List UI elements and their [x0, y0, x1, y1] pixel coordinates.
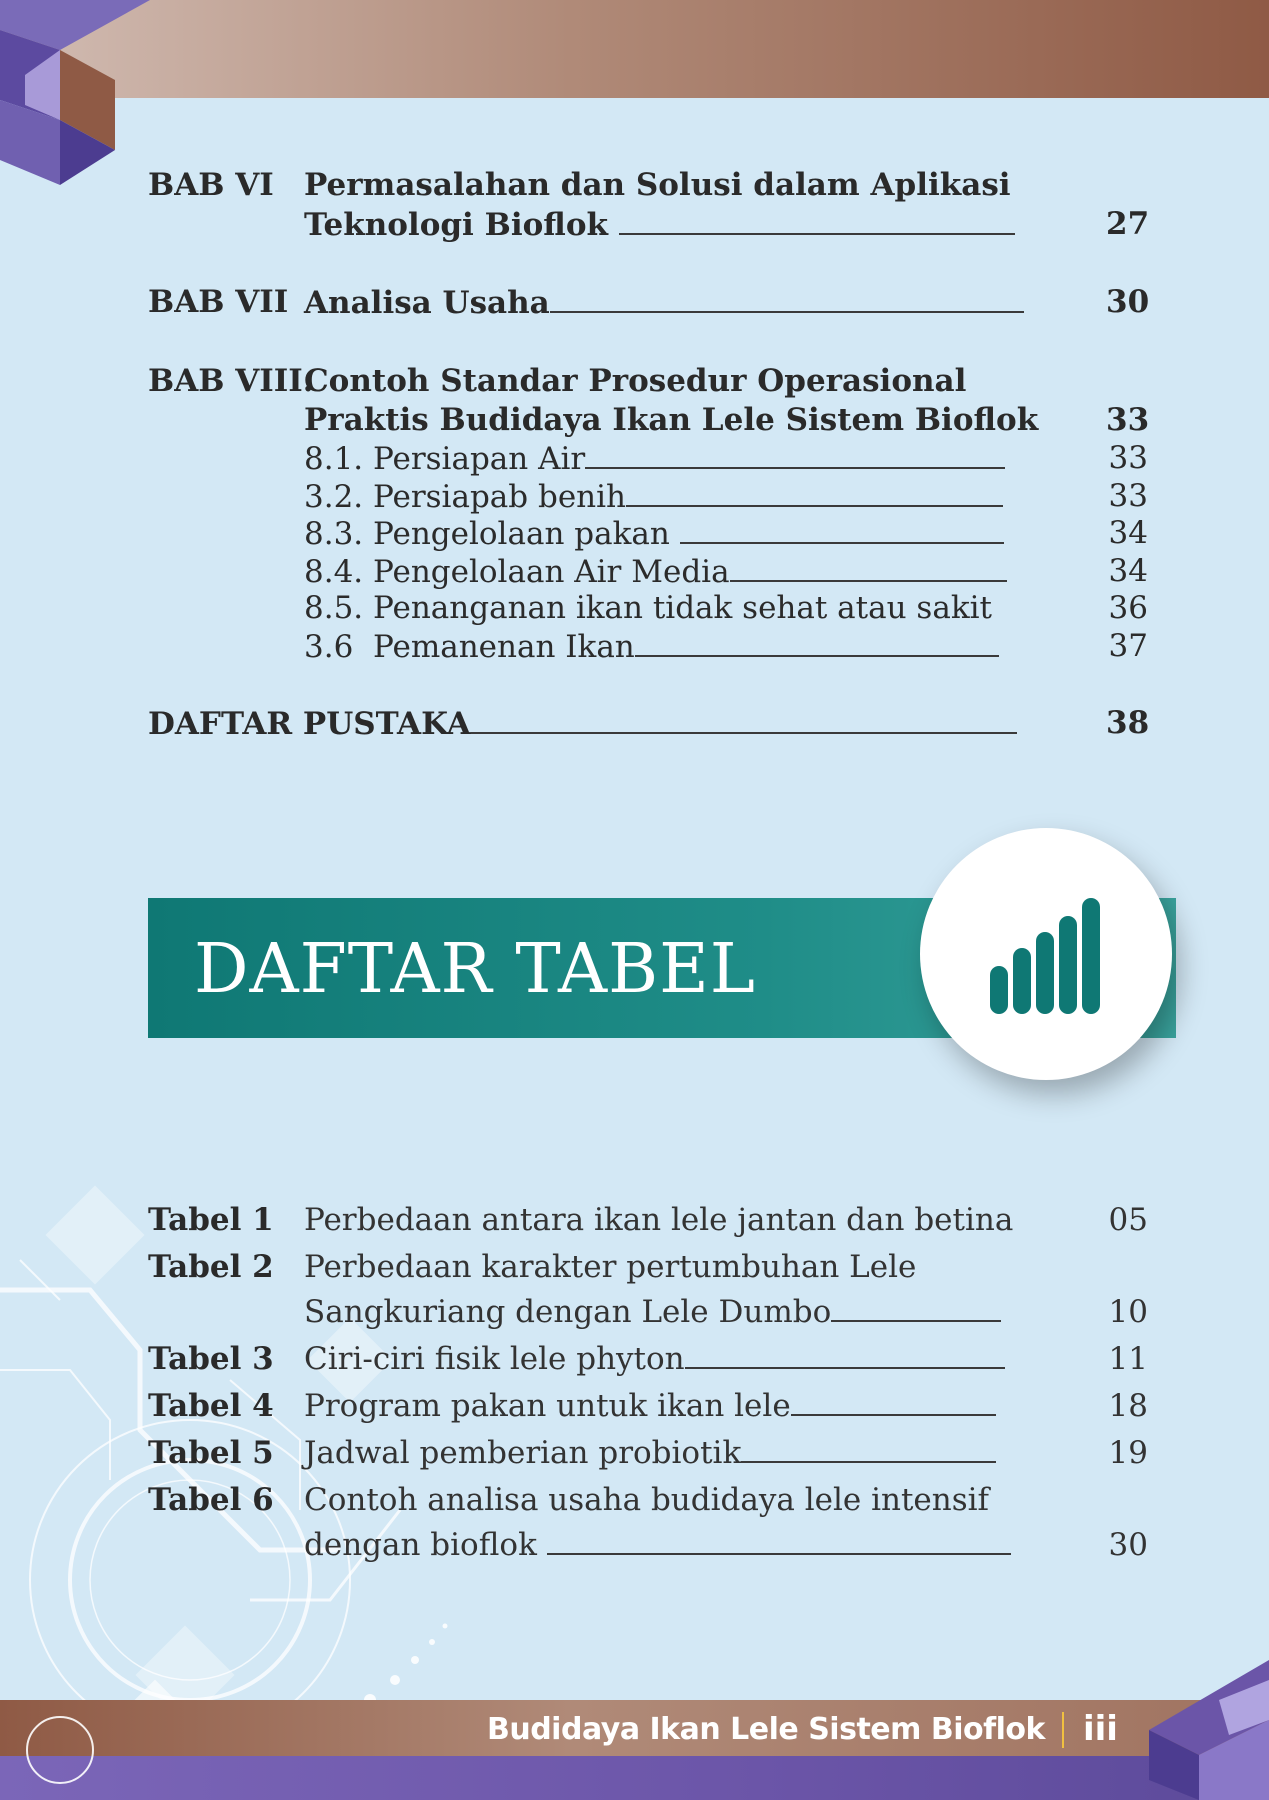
- toc-sub-page: 36: [1108, 590, 1148, 626]
- leader-line: [585, 439, 1005, 469]
- table-label: Tabel 5: [148, 1435, 274, 1471]
- circle-decoration: [20, 1710, 100, 1790]
- toc-sub-num: 8.3.: [304, 516, 364, 552]
- toc-sub-title: Persiapab benih: [373, 479, 627, 515]
- bar-chart-icon: [988, 896, 1108, 1016]
- table-entry-line2[interactable]: [304, 1290, 1001, 1334]
- toc-sub-page: 33: [1108, 478, 1148, 514]
- footer-page-number: iii: [1083, 1709, 1118, 1749]
- toc-entry-pustaka[interactable]: [148, 704, 1017, 743]
- toc-label-bab8: BAB VIII.: [148, 363, 314, 399]
- leader-line: [619, 205, 1015, 235]
- table-page: 10: [1108, 1294, 1148, 1330]
- table-entry-title: dengan bioflok: [304, 1527, 537, 1563]
- section-title: DAFTAR TABEL: [194, 930, 756, 1009]
- toc-entry-bab8-line2[interactable]: Praktis Budidaya Ikan Lele Sistem Bioflok: [304, 402, 1039, 438]
- table-label: Tabel 4: [148, 1388, 274, 1424]
- corner-cube-decoration: [1129, 1660, 1269, 1800]
- table-page: 11: [1108, 1341, 1148, 1377]
- toc-sub-num: 8.5.: [304, 590, 364, 626]
- leader-line: [791, 1386, 996, 1416]
- table-entry-line2[interactable]: [304, 1523, 1011, 1567]
- table-entry-title: Jadwal pemberian probiotik: [304, 1435, 742, 1471]
- table-label: Tabel 2: [148, 1249, 274, 1285]
- toc-sub-page: 37: [1108, 628, 1148, 664]
- toc-sub-page: 34: [1108, 553, 1148, 589]
- toc-page-bab7: 30: [1106, 284, 1150, 320]
- toc-sub-num: 3.2.: [304, 479, 364, 515]
- table-entry[interactable]: Perbedaan karakter pertumbuhan Lele: [304, 1249, 917, 1285]
- table-page: 19: [1108, 1435, 1148, 1471]
- toc-entry-bab6-title: Teknologi Bioflok: [304, 207, 608, 243]
- table-page: 30: [1108, 1527, 1148, 1563]
- table-label: Tabel 6: [148, 1482, 274, 1518]
- table-label: Tabel 3: [148, 1341, 274, 1377]
- table-page: 18: [1108, 1388, 1148, 1424]
- leader-line: [741, 1433, 996, 1463]
- leader-line: [626, 477, 1003, 507]
- toc-sub-item[interactable]: [304, 552, 1007, 591]
- toc-sub-item[interactable]: [304, 477, 1003, 516]
- toc-sub-num: 8.1.: [304, 441, 364, 477]
- table-entry[interactable]: Perbedaan antara ikan lele jantan dan betina: [304, 1202, 1014, 1238]
- corner-cube-decoration: [0, 0, 160, 190]
- toc-sub-item[interactable]: [304, 589, 992, 627]
- toc-entry-bab8-line1[interactable]: Contoh Standar Prosedur Operasional: [304, 363, 967, 399]
- leader-line: [550, 283, 1024, 313]
- leader-line: [471, 704, 1017, 734]
- table-entry[interactable]: [304, 1431, 996, 1475]
- toc-sub-num: 8.4.: [304, 554, 364, 590]
- toc-page-bab6: 27: [1106, 206, 1150, 242]
- footer-stripe: [0, 1756, 1269, 1800]
- toc-sub-page: 34: [1108, 515, 1148, 551]
- table-page: 05: [1108, 1202, 1148, 1238]
- table-entry-title: Ciri-ciri fisik lele phyton: [304, 1341, 685, 1377]
- leader-line: [730, 552, 1007, 582]
- toc-pustaka-title: DAFTAR PUSTAKA: [148, 706, 471, 742]
- toc-page-bab8: 33: [1106, 402, 1150, 438]
- table-entry[interactable]: Contoh analisa usaha budidaya lele intensif: [304, 1482, 990, 1518]
- toc-label-bab7: BAB VII: [148, 284, 289, 320]
- table-label: Tabel 1: [148, 1202, 274, 1238]
- toc-entry-bab7[interactable]: [304, 283, 1024, 322]
- toc-sub-num: 3.6: [304, 629, 354, 665]
- leader-line: [685, 1339, 1005, 1369]
- leader-line: [831, 1292, 1001, 1322]
- toc-sub-title: Penanganan ikan tidak sehat atau sakit: [373, 590, 992, 626]
- footer-book-title: Budidaya Ikan Lele Sistem Bioflok: [486, 1712, 1045, 1747]
- toc-sub-page: 33: [1108, 440, 1148, 476]
- toc-sub-item[interactable]: [304, 514, 1004, 553]
- toc-sub-title: Pengelolaan pakan: [373, 516, 670, 552]
- table-entry[interactable]: [304, 1384, 996, 1428]
- toc-entry-bab7-title: Analisa Usaha: [304, 285, 550, 321]
- leader-line: [635, 627, 999, 657]
- footer-separator: [1062, 1712, 1064, 1748]
- toc-entry-bab6-line1[interactable]: Permasalahan dan Solusi dalam Aplikasi: [304, 167, 1011, 203]
- toc-sub-title: Pengelolaan Air Media: [373, 554, 730, 590]
- header-band: [0, 0, 1269, 98]
- toc-page-pustaka: 38: [1106, 705, 1150, 741]
- toc-sub-item[interactable]: [304, 627, 999, 666]
- toc-label-bab6: BAB VI: [148, 167, 274, 203]
- toc-sub-title: Persiapan Air: [373, 441, 586, 477]
- leader-line: [680, 514, 1004, 544]
- leader-line: [547, 1525, 1011, 1555]
- table-entry-title: Sangkuriang dengan Lele Dumbo: [304, 1294, 832, 1330]
- table-entry[interactable]: [304, 1337, 1005, 1381]
- toc-sub-title: Pemanenan Ikan: [373, 629, 635, 665]
- toc-sub-item[interactable]: [304, 439, 1005, 478]
- toc-entry-bab6-line2[interactable]: [304, 205, 1015, 244]
- table-entry-title: Program pakan untuk ikan lele: [304, 1388, 791, 1424]
